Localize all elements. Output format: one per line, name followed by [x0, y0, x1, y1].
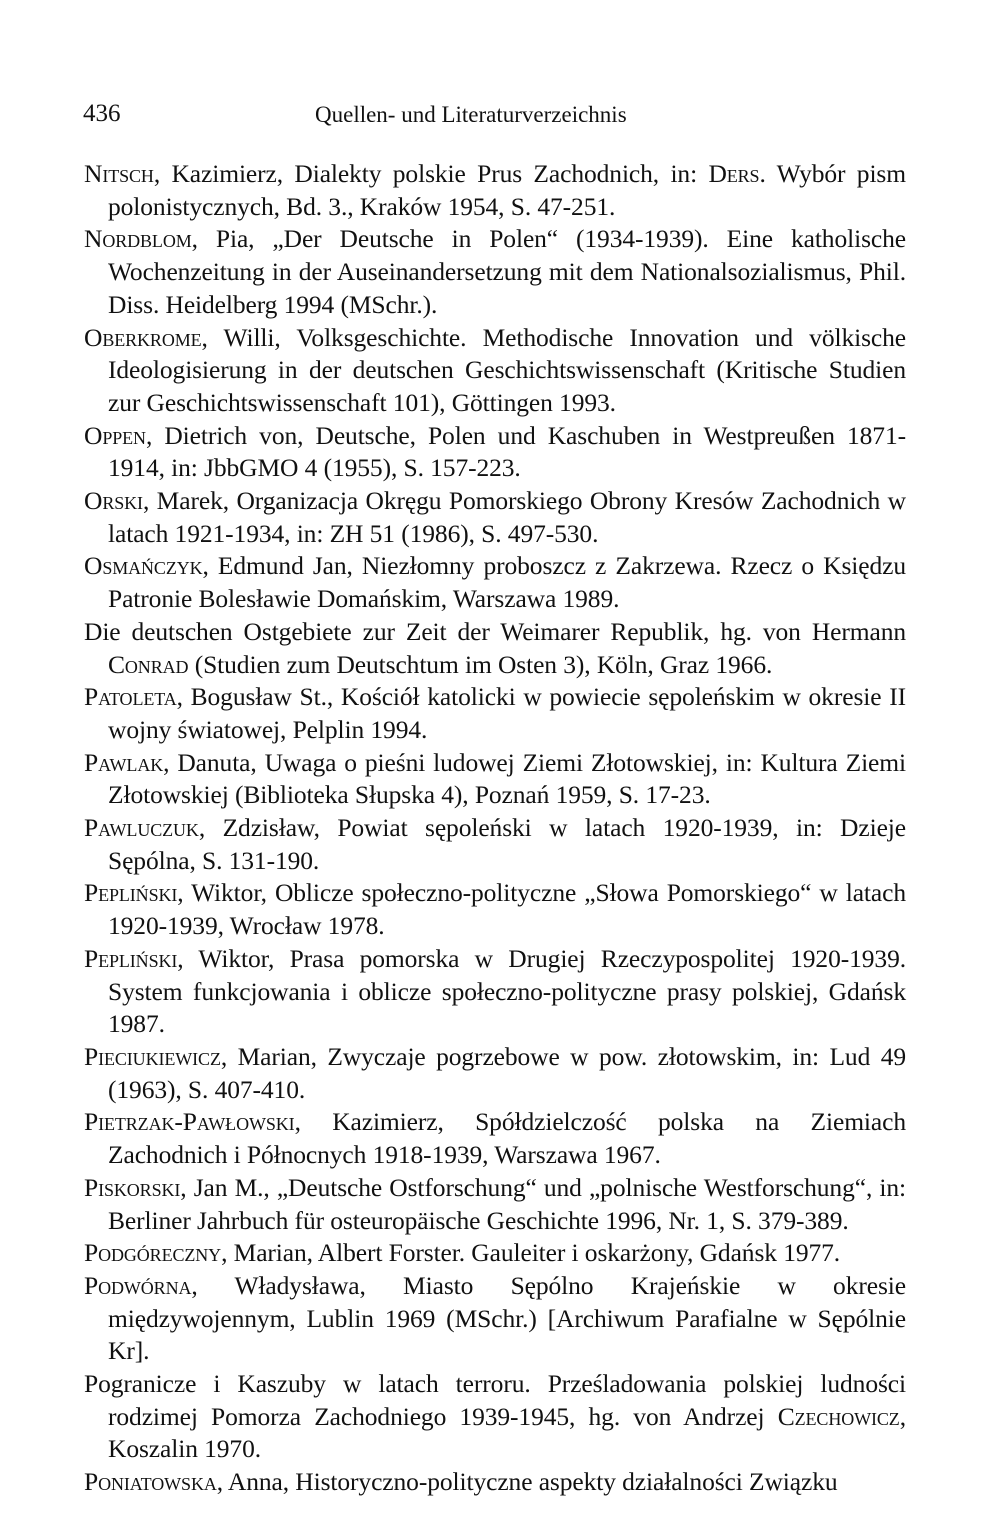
entry-text: , Jan M., „Deutsche Ostforschung“ und „polnische Westforschung“, in: Berliner Jahrbuch für osteuropäische Geschichte 1996, Nr. 1, S. 379-389. — [108, 1172, 906, 1235]
bibliography-entry — [84, 420, 906, 485]
entry-text: , Edmund Jan, Niezłomny proboszcz z Zakrzewa. Rzecz o Księdzu Patronie Bolesławie Domańskim, Warszawa 1989. — [108, 551, 906, 614]
bibliography-entry — [84, 1041, 906, 1106]
bibliography-entry — [84, 943, 906, 1041]
running-title: Quellen- und Literaturverzeichnis — [315, 102, 627, 127]
entry-text: , Dietrich von, Deutsche, Polen und Kaschuben in Westpreußen 1871-1914, in: JbbGMO 4 (1955), S. 157-223. — [108, 420, 906, 483]
entry-author: Pawluczuk — [84, 813, 199, 843]
entry-author: Nordblom — [84, 224, 192, 254]
entry-text: , Anna, Historyczno-polityczne aspekty działalności Związku — [216, 1467, 838, 1497]
entry-author: Pietrzak-Pawłowski — [84, 1107, 295, 1137]
entry-author: Pieciukiewicz — [84, 1041, 221, 1071]
bibliography-entry — [84, 812, 906, 877]
page-header — [83, 100, 903, 134]
entry-author: Pawlak — [84, 747, 164, 777]
entry-text: , Marek, Organizacja Okręgu Pomorskiego Obrony Kresów Zachodnich w latach 1921-1934, in: ZH 51 (1986), S. 497-530. — [108, 486, 906, 548]
entry-author: Patoleta — [84, 682, 177, 712]
bibliography-entry — [84, 485, 906, 550]
entry-author: Nitsch — [84, 159, 154, 188]
bibliography-entry — [84, 616, 906, 681]
entry-text-continued: . Wybór pism polonistycznych, Bd. 3., Kraków 1954, S. 47-251. — [108, 159, 906, 221]
entry-text: , Kazimierz, Dialekty polskie Prus Zachodnich, in: — [153, 159, 709, 188]
entry-author: Oberkrome — [84, 322, 202, 352]
entry-text: , Marian, Zwyczaje pogrzebowe w pow. złotowskim, in: Lud 49 (1963), S. 407-410. — [108, 1041, 906, 1104]
bibliography-entry — [84, 1466, 906, 1499]
entry-text: , Danuta, Uwaga o pieśni ludowej Ziemi Złotowskiej, in: Kultura Ziemi Złotowskiej (Biblioteka Słupska 4), Poznań 1959, S. 17-23. — [108, 747, 906, 810]
entry-text: , Marian, Albert Forster. Gauleiter i oskarżony, Gdańsk 1977. — [221, 1238, 841, 1268]
entry-text: , Pia, „Der Deutsche in Polen“ (1934-1939). Eine katholische Wochenzeitung in der Auseinandersetzung mit dem Nationalsozialismus, Phil. Diss. Heidelberg 1994 (MSchr.). — [108, 224, 906, 319]
bibliography-entry — [84, 1172, 906, 1237]
entry-title-lead: Die deutschen Ostgebiete zur Zeit der Weimarer Republik, hg. von Hermann — [84, 616, 906, 646]
bibliography-entry — [84, 223, 906, 321]
bibliography-entry — [84, 322, 906, 420]
entry-editor: Czechowicz — [777, 1401, 900, 1431]
entry-author: Piskorski — [84, 1172, 181, 1202]
bibliography-entry — [84, 158, 906, 223]
entry-text: , Willi, Volksgeschichte. Methodische Innovation und völkische Ideologisierung in der deutschen Geschichtswissenschaft (Kritische Studien zur Geschichtswissenschaft 101), Göttingen 1993. — [108, 322, 906, 417]
entry-text: , Kazimierz, Spółdzielczość polska na Ziemiach Zachodnich i Północnych 1918-1939, Warszawa 1967. — [108, 1107, 906, 1170]
entry-editor: Conrad — [108, 649, 189, 679]
bibliography-entry — [84, 1368, 906, 1466]
entry-text: , Bogusław St., Kościół katolicki w powiecie sępoleńskim w okresie II wojny światowej, Pelplin 1994. — [108, 682, 906, 744]
entry-author: Pepliński — [84, 878, 178, 908]
entry-text: , Wiktor, Prasa pomorska w Drugiej Rzeczypospolitej 1920-1939. System funkcjowania i oblicze społeczno-polityczne prasy polskiej, Gdańsk 1987. — [108, 943, 906, 1039]
entry-author: Orski — [84, 486, 143, 516]
entry-author: Podgóreczny — [84, 1238, 222, 1268]
entry-author: Oppen — [84, 420, 146, 450]
page-number: 436 — [83, 100, 121, 127]
bibliography-list — [84, 158, 906, 1499]
bibliography-entry — [84, 681, 906, 746]
bibliography-entry — [84, 550, 906, 615]
entry-author: Podwórna — [84, 1270, 192, 1300]
entry-text: , Władysława, Miasto Sępólno Krajeńskie w okresie międzywojennym, Lublin 1969 (MSchr.) [Archiwum Parafialne w Sępólnie Kr]. — [108, 1270, 906, 1366]
bibliography-entry — [84, 1106, 906, 1171]
bibliography-entry — [84, 877, 906, 942]
entry-author-secondary: Ders — [708, 159, 760, 188]
entry-text: , Wiktor, Oblicze społeczno-polityczne „Słowa Pomorskiego“ w latach 1920-1939, Wrocław 1978. — [108, 878, 906, 941]
bibliography-entry — [84, 1237, 906, 1270]
bibliography-entry — [84, 1270, 906, 1368]
entry-text: , Koszalin 1970. — [108, 1401, 906, 1464]
entry-author: Osmańczyk — [84, 551, 203, 581]
entry-author: Poniatowska — [84, 1467, 217, 1497]
entry-text: (Studien zum Deutschtum im Osten 3), Köln, Graz 1966. — [188, 649, 773, 679]
bibliography-entry — [84, 747, 906, 812]
entry-author: Pepliński — [84, 943, 178, 973]
entry-title-lead: Pogranicze i Kaszuby w latach terroru. Prześladowania polskiej ludności rodzimej Pomorza Zachodniego 1939-1945, hg. von Andrzej — [84, 1369, 906, 1431]
entry-text: , Zdzisław, Powiat sępoleński w latach 1920-1939, in: Dzieje Sępólna, S. 131-190. — [108, 813, 906, 875]
